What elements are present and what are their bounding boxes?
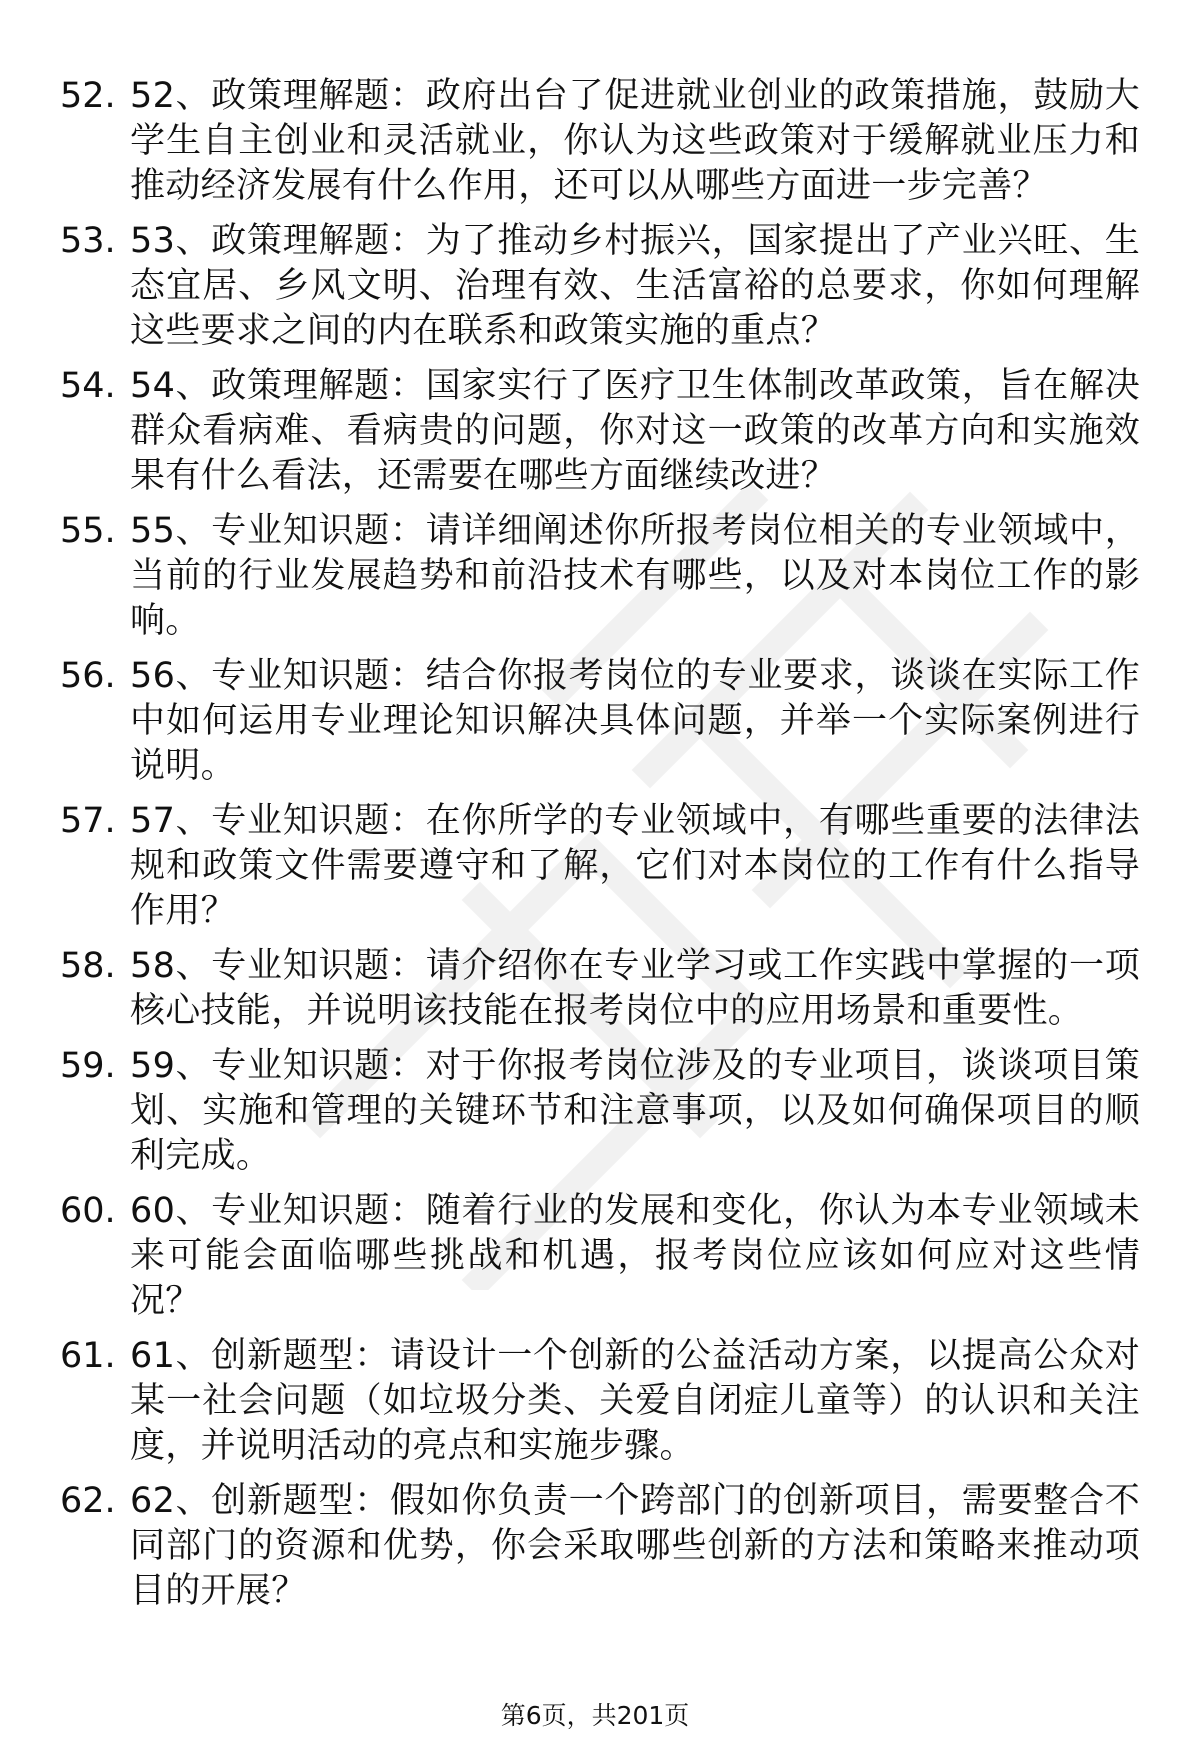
question-number: 53. [60, 221, 116, 261]
question-item [60, 74, 1140, 209]
question-number: 52. [60, 76, 116, 116]
page-number-label: 第6页，共201页 [500, 1701, 690, 1730]
question-text: 62、创新题型：假如你负责一个跨部门的创新项目，需要整合不同部门的资源和优势，你会采取哪些创新的方法和策略来推动项目的开展？ [130, 1481, 1140, 1611]
question-number: 59. [60, 1046, 116, 1086]
question-number: 54. [60, 366, 116, 406]
question-item [60, 944, 1140, 1034]
question-number: 60. [60, 1191, 116, 1231]
question-item [60, 219, 1140, 354]
question-item [60, 799, 1140, 934]
question-number: 58. [60, 946, 116, 986]
question-item [60, 1044, 1140, 1179]
question-item [60, 654, 1140, 789]
question-text: 55、专业知识题：请详细阐述你所报考岗位相关的专业领域中，当前的行业发展趋势和前沿技术有哪些，以及对本岗位工作的影响。 [130, 511, 1140, 641]
question-item [60, 364, 1140, 499]
question-item [60, 1334, 1140, 1469]
question-item [60, 509, 1140, 644]
question-text: 57、专业知识题：在你所学的专业领域中，有哪些重要的法律法规和政策文件需要遵守和了解，它们对本岗位的工作有什么指导作用？ [130, 801, 1140, 931]
question-number: 61. [60, 1336, 116, 1376]
question-text: 58、专业知识题：请介绍你在专业学习或工作实践中掌握的一项核心技能，并说明该技能在报考岗位中的应用场景和重要性。 [130, 946, 1140, 1031]
question-text: 60、专业知识题：随着行业的发展和变化，你认为本专业领域未来可能会面临哪些挑战和机遇，报考岗位应该如何应对这些情况？ [130, 1191, 1140, 1321]
question-number: 56. [60, 656, 116, 696]
question-item [60, 1189, 1140, 1324]
question-number: 55. [60, 511, 116, 551]
question-text: 53、政策理解题：为了推动乡村振兴，国家提出了产业兴旺、生态宜居、乡风文明、治理有效、生活富裕的总要求，你如何理解这些要求之间的内在联系和政策实施的重点？ [130, 221, 1140, 351]
page-footer [0, 1700, 1190, 1732]
question-text: 56、专业知识题：结合你报考岗位的专业要求，谈谈在实际工作中如何运用专业理论知识解决具体问题，并举一个实际案例进行说明。 [130, 656, 1140, 786]
question-number: 57. [60, 801, 116, 841]
question-item [60, 1479, 1140, 1614]
question-number: 62. [60, 1481, 116, 1521]
question-text: 54、政策理解题：国家实行了医疗卫生体制改革政策，旨在解决群众看病难、看病贵的问题，你对这一政策的改革方向和实施效果有什么看法，还需要在哪些方面继续改进？ [130, 366, 1140, 496]
question-text: 61、创新题型：请设计一个创新的公益活动方案，以提高公众对某一社会问题（如垃圾分类、关爱自闭症儿童等）的认识和关注度，并说明活动的亮点和实施步骤。 [130, 1336, 1140, 1466]
question-list [60, 74, 1140, 1624]
question-text: 52、政策理解题：政府出台了促进就业创业的政策措施，鼓励大学生自主创业和灵活就业，你认为这些政策对于缓解就业压力和推动经济发展有什么作用，还可以从哪些方面进一步完善？ [130, 76, 1140, 206]
question-text: 59、专业知识题：对于你报考岗位涉及的专业项目，谈谈项目策划、实施和管理的关键环节和注意事项，以及如何确保项目的顺利完成。 [130, 1046, 1140, 1176]
